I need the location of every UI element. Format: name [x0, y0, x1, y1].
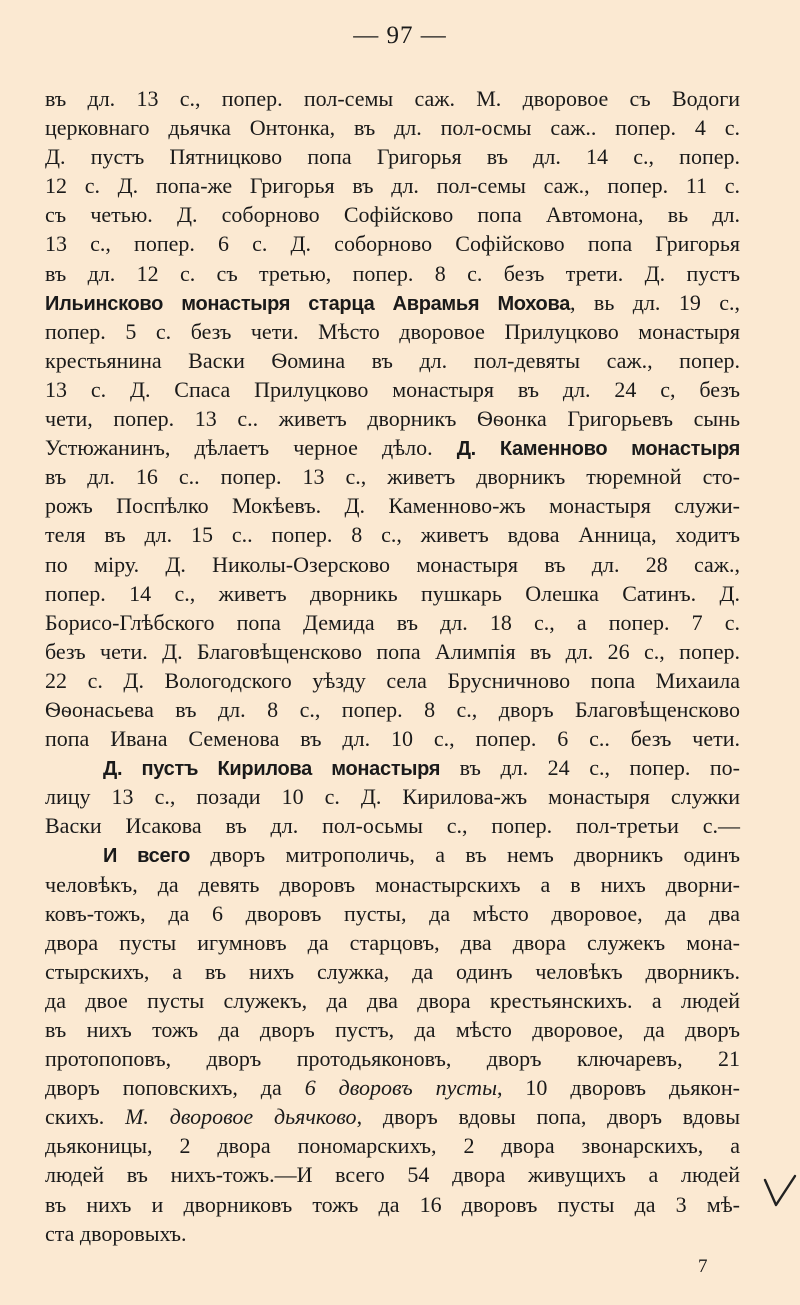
- text-line-content: [45, 1073, 740, 1102]
- text-line-content: [45, 608, 740, 637]
- text-line: [45, 404, 740, 433]
- text-line: [45, 520, 740, 549]
- text-line-content: [45, 870, 740, 899]
- text-segment: протопоповъ, дворъ протодьяконовъ, дворъ ключаревъ, 21: [45, 1046, 740, 1072]
- text-line-content: [45, 782, 740, 811]
- text-segment: церковнаго дьячка Онтонка, въ дл. пол-осмы саж.. попер. 4 с.: [45, 115, 740, 141]
- text-line: [45, 550, 740, 579]
- text-segment: теля въ дл. 15 с.. попер. 8 с., живетъ вдова Анница, ходитъ: [45, 522, 740, 548]
- text-line: [45, 1015, 740, 1044]
- text-segment: попа Ивана Семенова въ дл. 10 с., попер. 6 с.. безъ чети.: [45, 726, 740, 752]
- text-line: [45, 1131, 740, 1160]
- text-line: [45, 695, 740, 724]
- text-segment: 22 с. Д. Вологодского уѣзду села Брусничново попа Михаила: [45, 667, 740, 693]
- text-line-content: [45, 346, 740, 375]
- text-line: [45, 666, 740, 695]
- text-segment: въ дл. 12 с. съ третью, попер. 8 с. безъ трети. Д. пустъ: [45, 260, 740, 286]
- text-line: [45, 608, 740, 637]
- text-line: [45, 899, 740, 928]
- text-segment: , 10 дворовъ дьякон-: [496, 1075, 740, 1101]
- bold-heading-text: Ильинсково монастыря старца Аврамья Мохова: [45, 292, 571, 315]
- text-segment: попер. 14 с., живетъ дворникь пушкарь Олешка Сатинъ. Д.: [45, 580, 740, 606]
- text-segment: въ нихъ тожъ да дворъ пустъ, да мѣсто дворовое, да дворъ: [45, 1017, 740, 1042]
- text-line-content: [45, 1015, 740, 1044]
- text-line-content: [103, 753, 740, 784]
- text-line: [45, 579, 740, 608]
- text-line: [45, 142, 740, 171]
- text-line: [45, 840, 740, 869]
- text-line-content: [45, 695, 740, 724]
- text-line: [45, 782, 740, 811]
- text-line-content: [45, 1131, 740, 1160]
- text-line: [45, 171, 740, 200]
- bold-heading-text: Д. Каменново монастыря: [456, 438, 740, 461]
- text-line-content: [45, 1160, 740, 1189]
- text-line: [45, 753, 740, 782]
- text-line: [45, 491, 740, 520]
- signature-mark: 7: [698, 1256, 708, 1277]
- text-line: [45, 870, 740, 899]
- text-segment: людей въ нихъ-тожъ.—И всего 54 двора живущихъ а людей: [45, 1162, 740, 1188]
- text-line-content: [45, 462, 740, 491]
- handwritten-checkmark-icon: [762, 1172, 798, 1212]
- text-line-content: [45, 491, 740, 520]
- text-line: [45, 462, 740, 491]
- text-segment: скихъ.: [45, 1104, 126, 1130]
- text-line-content: [45, 1190, 740, 1219]
- text-line-content: [45, 171, 740, 200]
- text-line: [45, 346, 740, 375]
- text-line-content: [45, 142, 740, 171]
- text-line-content: [45, 957, 740, 986]
- text-segment: дворъ митрополичь, а въ немъ дворникъ одинъ: [190, 842, 740, 868]
- text-segment: да двое пусты служекъ, да два двора крестьянскихъ. а людей: [45, 987, 740, 1013]
- text-segment: Ѳѳонасьева въ дл. 8 с., попер. 8 с., дворъ Благовѣщенсково: [45, 696, 740, 722]
- text-line-content: [45, 724, 740, 753]
- text-line: [45, 928, 740, 957]
- text-line-content: [45, 637, 740, 666]
- text-line-content: [45, 113, 740, 142]
- text-line-content: [103, 840, 740, 871]
- text-line: [45, 200, 740, 229]
- page-number: — 97 —: [353, 22, 447, 49]
- text-segment: 13 с., попер. 6 с. Д. соборново Софійсково попа Григорья: [45, 231, 740, 257]
- text-line-content: [45, 375, 740, 404]
- bold-heading-text: И всего: [103, 845, 191, 868]
- text-segment: по міру. Д. Николы-Озерсково монастыря въ дл. 28 саж.,: [45, 551, 740, 577]
- text-line: [45, 288, 740, 317]
- text-line: [45, 637, 740, 666]
- text-line-content: [45, 200, 740, 229]
- text-line: [45, 317, 740, 346]
- text-line-content: [45, 666, 740, 695]
- text-line-content: [45, 579, 740, 608]
- text-line-content: [45, 928, 740, 957]
- text-segment: ста дворовыхъ.: [45, 1220, 187, 1246]
- text-segment: ковъ-тожъ, да 6 дворовъ пусты, да мѣсто дворовое, да два: [45, 900, 740, 926]
- text-line: [45, 957, 740, 986]
- text-line-content: [45, 1102, 740, 1131]
- text-line: [45, 433, 740, 462]
- text-segment: двора пусты игумновъ да старцовъ, два двора служекъ мона-: [45, 929, 740, 955]
- text-line-content: [45, 404, 740, 433]
- text-line: [45, 986, 740, 1015]
- page-body-text: [45, 84, 740, 1248]
- text-segment: Борисо-Глѣбского попа Демида въ дл. 18 с., а попер. 7 с.: [45, 609, 740, 635]
- text-segment: 13 с. Д. Спаса Прилуцково монастыря въ дл. 24 с, безъ: [45, 376, 740, 402]
- text-line-content: [45, 259, 740, 288]
- text-line: [45, 84, 740, 113]
- text-segment: въ нихъ и дворниковъ тожъ да 16 дворовъ пусты да 3 мѣ-: [45, 1191, 740, 1217]
- text-line-content: [45, 229, 740, 258]
- text-line: [45, 1102, 740, 1131]
- text-line-content: [45, 288, 740, 319]
- text-line-content: [45, 84, 740, 113]
- text-segment: лицу 13 с., позади 10 с. Д. Кирилова-жъ монастыря служки: [45, 784, 740, 810]
- text-line: [45, 1219, 740, 1248]
- text-line-content: [45, 1044, 740, 1073]
- text-line: [45, 113, 740, 142]
- text-segment: дьяконицы, 2 двора пономарскихъ, 2 двора звонарскихъ, а: [45, 1133, 740, 1159]
- text-segment: Д. пустъ Пятницково попа Григорья въ дл. 14 с., попер.: [45, 144, 740, 170]
- text-segment: рожъ Поспѣлко Мокѣевъ. Д. Каменново-жъ монастыря служи-: [45, 493, 740, 519]
- text-line-content: [45, 520, 740, 549]
- text-segment: чети, попер. 13 с.. живетъ дворникъ Ѳѳонка Григорьевъ сынь: [45, 406, 740, 432]
- italic-text: 6 дворовъ пусты: [304, 1075, 497, 1101]
- text-segment: въ дл. 13 с., попер. пол-семы саж. М. дворовое съ Водоги: [45, 86, 740, 111]
- text-line: [45, 259, 740, 288]
- bold-heading-text: Д. пустъ Кирилова монастыря: [103, 758, 441, 781]
- text-segment: съ четью. Д. соборново Софійсково попа Автомона, вь дл.: [45, 202, 740, 228]
- text-line: [45, 1160, 740, 1189]
- text-segment: въ дл. 16 с.. попер. 13 с., живетъ дворникъ тюремной сто-: [45, 464, 740, 490]
- text-segment: Устюжанинъ, дѣлаетъ черное дѣло.: [45, 435, 457, 461]
- text-segment: , дворъ вдовы попа, дворъ вдовы: [356, 1104, 740, 1130]
- text-line-content: [45, 986, 740, 1015]
- text-line: [45, 229, 740, 258]
- text-line-content: [45, 899, 740, 928]
- text-segment: въ дл. 24 с., попер. по-: [440, 755, 740, 781]
- text-segment: 12 с. Д. попа-же Григорья въ дл. пол-семы саж., попер. 11 с.: [45, 173, 740, 199]
- text-line-content: [45, 550, 740, 579]
- text-line: [45, 1044, 740, 1073]
- text-line-content: [45, 433, 740, 464]
- text-segment: , вь дл. 19 с.,: [570, 289, 740, 315]
- text-segment: безъ чети. Д. Благовѣщенсково попа Алимпія въ дл. 26 с., попер.: [45, 638, 740, 664]
- text-line: [45, 1190, 740, 1219]
- text-segment: дворъ поповскихъ, да: [45, 1075, 305, 1101]
- text-line: [45, 375, 740, 404]
- text-segment: Васки Исакова въ дл. пол-осьмы с., попер. пол-третьи с.—: [45, 813, 740, 839]
- text-line-content: [45, 811, 740, 840]
- text-line-content: [45, 317, 740, 346]
- italic-text: М. дворовое дьячково: [125, 1104, 357, 1130]
- text-segment: стырскихъ, а въ нихъ служка, да одинъ человѣкъ дворникъ.: [45, 958, 740, 984]
- text-line: [45, 811, 740, 840]
- text-segment: попер. 5 с. безъ чети. Мѣсто дворовое Прилуцково монастыря: [45, 318, 740, 344]
- text-line: [45, 1073, 740, 1102]
- text-line: [45, 724, 740, 753]
- text-segment: крестьянина Васки Ѳомина въ дл. пол-девяты саж., попер.: [45, 347, 740, 373]
- text-line-content: [45, 1219, 187, 1248]
- text-segment: человѣкъ, да девять дворовъ монастырскихъ а в нихъ дворни-: [45, 871, 740, 897]
